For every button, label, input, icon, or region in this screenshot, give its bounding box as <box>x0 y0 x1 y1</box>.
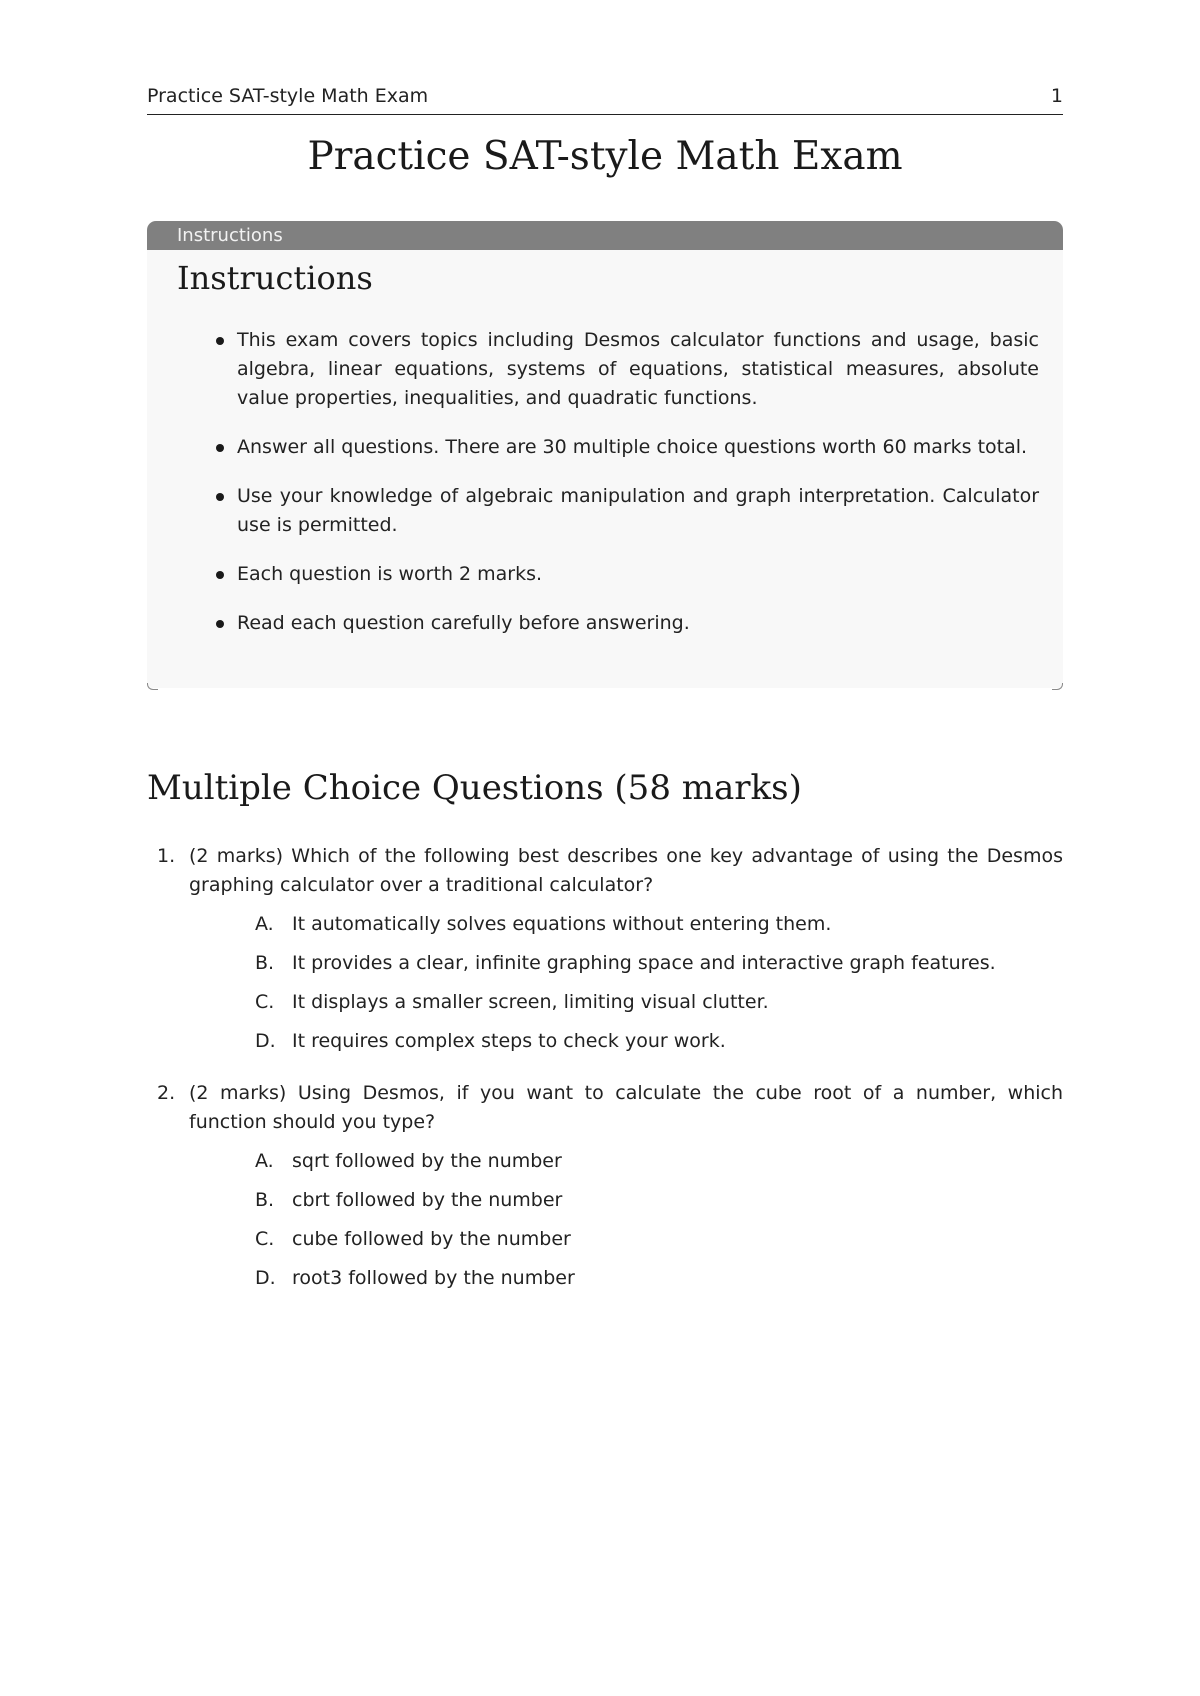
option-d <box>147 1027 1063 1056</box>
options-list <box>147 1147 1063 1293</box>
question-text: (2 marks) Using Desmos, if you want to calculate the cube root of a number, which function should you type? <box>189 1082 1063 1133</box>
option-letter: D. <box>255 1030 276 1052</box>
option-c <box>147 988 1063 1017</box>
instructions-box <box>147 221 1063 688</box>
option-b <box>147 1186 1063 1215</box>
box-corner-left <box>147 683 158 690</box>
option-text: cube followed by the number <box>292 1228 571 1250</box>
question-text: (2 marks) Which of the following best describes one key advantage of using the Desmos graphing calculator over a traditional calculator? <box>189 845 1063 896</box>
option-text: It requires complex steps to check your work. <box>292 1030 726 1052</box>
instruction-item: This exam covers topics including Desmos calculator functions and usage, basic algebra, linear equations, systems of equations, statistical measures, absolute value properties, inequalities, and quadratic functions. <box>177 326 1039 413</box>
option-text: cbrt followed by the number <box>292 1189 563 1211</box>
option-a <box>147 910 1063 939</box>
option-text: root3 followed by the number <box>292 1267 575 1289</box>
option-letter: A. <box>255 913 274 935</box>
instructions-heading: Instructions <box>177 259 373 297</box>
question-number: 1. <box>157 845 176 867</box>
instruction-item: Use your knowledge of algebraic manipulation and graph interpretation. Calculator use is permitted. <box>177 482 1039 540</box>
question-2 <box>147 1079 1063 1303</box>
options-list <box>147 910 1063 1056</box>
option-letter: C. <box>255 991 275 1013</box>
option-text: It provides a clear, infinite graphing space and interactive graph features. <box>292 952 996 974</box>
option-text: sqrt followed by the number <box>292 1150 562 1172</box>
question-1 <box>147 842 1063 1066</box>
section-heading: Multiple Choice Questions (58 marks) <box>147 768 802 808</box>
option-d <box>147 1264 1063 1293</box>
option-b <box>147 949 1063 978</box>
option-letter: A. <box>255 1150 274 1172</box>
page-number: 1 <box>1050 85 1063 107</box>
option-letter: C. <box>255 1228 275 1250</box>
option-a <box>147 1147 1063 1176</box>
option-text: It automatically solves equations without entering them. <box>292 913 832 935</box>
instructions-list <box>177 326 1039 658</box>
option-letter: D. <box>255 1267 276 1289</box>
running-header <box>147 84 1063 115</box>
instruction-item: Read each question carefully before answering. <box>177 609 1039 638</box>
option-text: It displays a smaller screen, limiting visual clutter. <box>292 991 769 1013</box>
instruction-item: Answer all questions. There are 30 multiple choice questions worth 60 marks total. <box>177 433 1039 462</box>
option-letter: B. <box>255 1189 275 1211</box>
box-corner-right <box>1052 683 1063 690</box>
instructions-tab-label: Instructions <box>147 221 1063 250</box>
question-number: 2. <box>157 1082 176 1104</box>
running-header-title: Practice SAT-style Math Exam <box>147 85 429 107</box>
instruction-item: Each question is worth 2 marks. <box>177 560 1039 589</box>
option-letter: B. <box>255 952 275 974</box>
option-c <box>147 1225 1063 1254</box>
document-title: Practice SAT-style Math Exam <box>307 134 903 179</box>
